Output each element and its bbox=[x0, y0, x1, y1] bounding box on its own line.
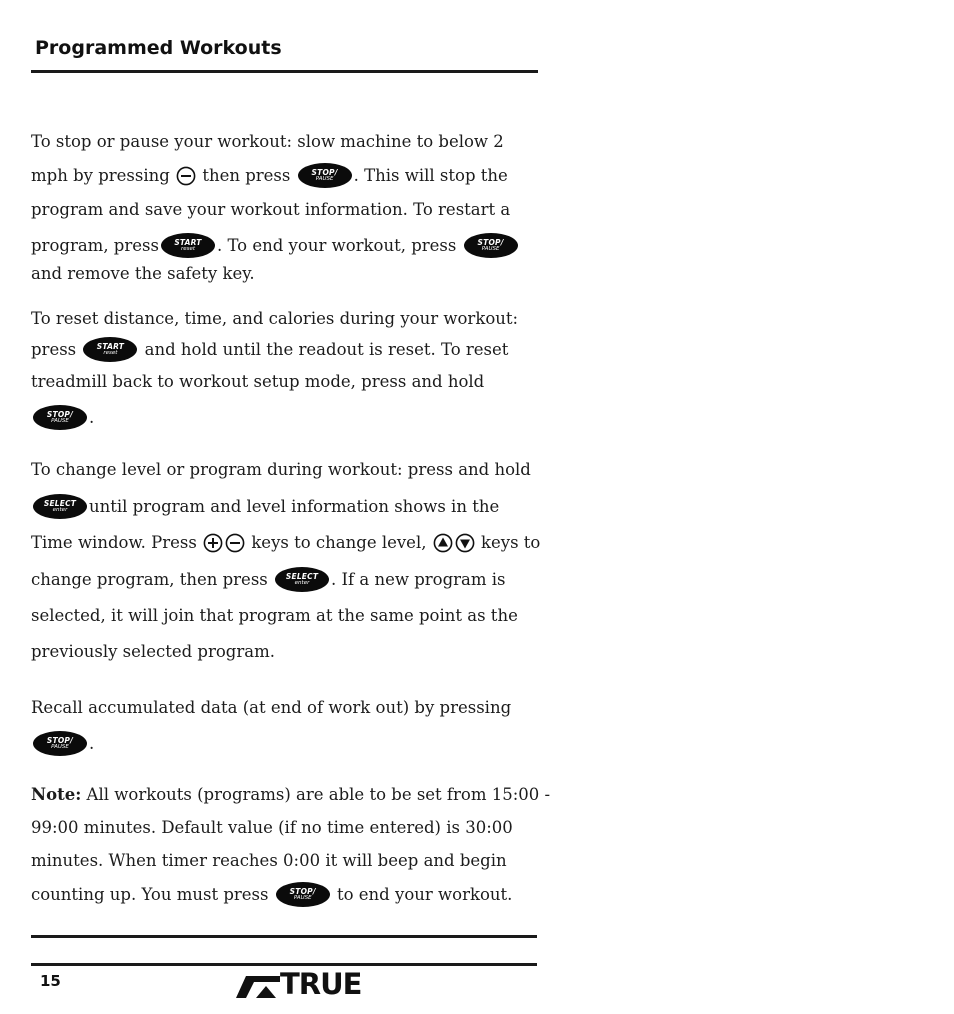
note-line3: minutes. When timer reaches 0:00 it will beep and begin bbox=[31, 851, 507, 870]
up-arrow-key-icon bbox=[433, 533, 453, 553]
start-reset-key-icon: START reset bbox=[161, 233, 215, 258]
stop-pause-key-icon: STOP/ PAUSE bbox=[33, 731, 87, 756]
note-label: Note: bbox=[31, 785, 82, 804]
select-enter-key-icon: SELECT enter bbox=[275, 567, 329, 592]
para1-line4: program, press START reset . To end your workout, press STOP/ PAUSE bbox=[31, 233, 520, 258]
para1-line2: mph by pressing then press STOP/ PAUSE . This will stop the bbox=[31, 163, 508, 188]
true-logo-mark-icon bbox=[236, 974, 280, 998]
footer-rule-top bbox=[31, 935, 537, 938]
para3-line6: previously selected program. bbox=[31, 642, 275, 661]
para1-line5: and remove the safety key. bbox=[31, 264, 255, 283]
minus-key-icon bbox=[225, 533, 245, 553]
para1-line1: To stop or pause your workout: slow machine to below 2 bbox=[31, 132, 504, 151]
logo-text: TRUE bbox=[280, 967, 362, 1001]
stop-pause-key-icon: STOP/ PAUSE bbox=[298, 163, 352, 188]
note-line4: counting up. You must press STOP/ PAUSE to end your workout. bbox=[31, 882, 512, 907]
footer-rule-bottom bbox=[31, 963, 537, 966]
true-logo bbox=[236, 967, 390, 1001]
para2-line1: To reset distance, time, and calories during your workout: bbox=[31, 309, 519, 328]
header-rule bbox=[31, 70, 538, 73]
down-arrow-key-icon bbox=[455, 533, 475, 553]
para4-line1: Recall accumulated data (at end of work out) by pressing bbox=[31, 698, 512, 717]
para4-line2: STOP/ PAUSE . bbox=[31, 731, 94, 756]
para2-line4: STOP/ PAUSE . bbox=[31, 405, 94, 430]
para3-line5: selected, it will join that program at the same point as the bbox=[31, 606, 518, 625]
page-number: 15 bbox=[40, 972, 61, 990]
start-reset-key-icon: START reset bbox=[83, 337, 137, 362]
stop-pause-key-icon: STOP/ PAUSE bbox=[276, 882, 330, 907]
para2-line3: treadmill back to workout setup mode, press and hold bbox=[31, 372, 485, 391]
stop-pause-key-icon: STOP/ PAUSE bbox=[33, 405, 87, 430]
select-enter-key-icon: SELECT enter bbox=[33, 494, 87, 519]
para3-line1: To change level or program during workout: press and hold bbox=[31, 460, 531, 479]
para2-line2: press START reset and hold until the readout is reset. To reset bbox=[31, 337, 508, 362]
para3-line4: change program, then press SELECT enter . If a new program is bbox=[31, 567, 506, 592]
para3-line2: SELECT enter until program and level information shows in the bbox=[31, 494, 499, 519]
note-line1: Note: All workouts (programs) are able to be set from 15:00 - bbox=[31, 783, 550, 807]
stop-pause-key-icon: STOP/ PAUSE bbox=[464, 233, 518, 258]
para1-line3: program and save your workout information. To restart a bbox=[31, 200, 511, 219]
page-title: Programmed Workouts bbox=[35, 37, 282, 59]
para3-line3: Time window. Press keys to change level, keys to bbox=[31, 533, 541, 552]
minus-key-icon bbox=[176, 166, 196, 186]
plus-key-icon bbox=[203, 533, 223, 553]
note-line2: 99:00 minutes. Default value (if no time entered) is 30:00 bbox=[31, 818, 513, 837]
